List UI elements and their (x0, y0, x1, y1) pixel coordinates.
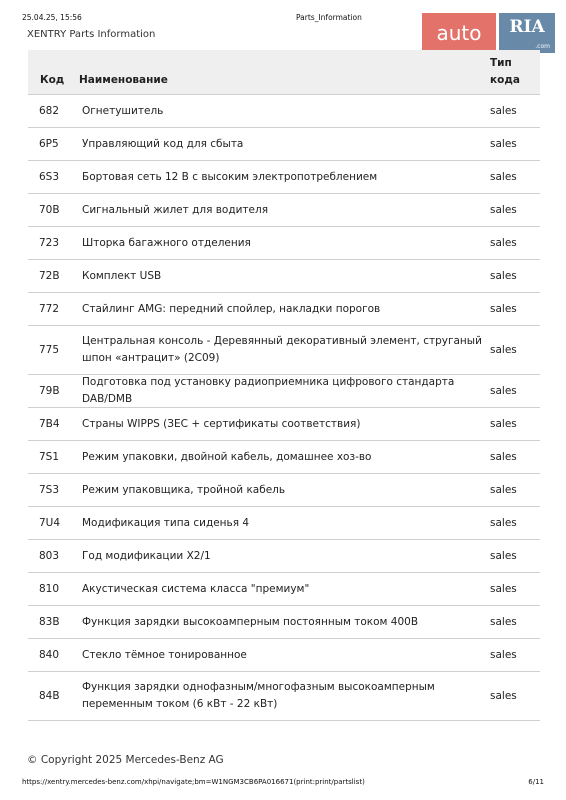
cell-code: 7U4 (39, 517, 61, 529)
cell-code: 6S3 (39, 171, 60, 183)
cell-name: Шторка багажного отделения (82, 236, 251, 249)
table-row (28, 95, 540, 128)
cell-code: 7S1 (39, 451, 60, 463)
cell-code: 72B (39, 270, 60, 282)
cell-code: 772 (39, 303, 60, 315)
cell-type: sales (490, 344, 517, 356)
cell-code: 723 (39, 237, 60, 249)
table-row (28, 408, 540, 441)
watermark-ria-sub: .com (535, 43, 550, 50)
cell-type: sales (490, 270, 517, 282)
cell-name: Функция зарядки однофазным/многофазным высокоамперным переменным током (6 кВт - 22 кВт) (82, 681, 435, 710)
cell-name: Сигнальный жилет для водителя (82, 203, 269, 216)
cell-name: Режим упаковщика, тройной кабель (82, 483, 286, 496)
table-row (28, 474, 540, 507)
cell-name: Стекло тёмное тонированное (82, 648, 247, 661)
cell-type: sales (490, 171, 517, 183)
cell-name: Комплект USB (82, 269, 162, 282)
cell-code: 7B4 (39, 418, 60, 430)
table-row (28, 441, 540, 474)
column-header-type: Тип кода (490, 57, 520, 86)
cell-type: sales (490, 204, 517, 216)
cell-type: sales (490, 138, 517, 150)
watermark-ria (499, 13, 555, 53)
app-title: XENTRY Parts Information (27, 29, 156, 40)
cell-type: sales (490, 385, 517, 397)
table-row (28, 194, 540, 227)
table-row (28, 260, 540, 293)
cell-name: Модификация типа сиденья 4 (82, 516, 250, 529)
cell-code: 840 (39, 649, 60, 661)
table-row (28, 507, 540, 540)
table-row (28, 128, 540, 161)
table-header (28, 50, 540, 95)
cell-name: Огнетушитель (82, 104, 164, 117)
cell-name: Стайлинг AMG: передний спойлер, накладки порогов (82, 302, 381, 315)
table-row (28, 326, 540, 375)
page-number: 6/11 (528, 778, 544, 786)
cell-code: 775 (39, 344, 60, 356)
table-row (28, 573, 540, 606)
cell-type: sales (490, 517, 517, 529)
print-page-title: Parts_Information (296, 13, 362, 22)
cell-name: Управляющий код для сбыта (82, 137, 244, 150)
cell-code: 682 (39, 105, 60, 117)
cell-name: Год модификации X2/1 (82, 549, 211, 562)
parts-table (28, 50, 540, 721)
table-row (28, 606, 540, 639)
cell-name: Режим упаковки, двойной кабель, домашнее хоз-во (82, 450, 372, 463)
watermark-ria-text: RIA (509, 17, 545, 37)
cell-type: sales (490, 237, 517, 249)
cell-code: 70B (39, 204, 60, 216)
cell-name: Подготовка под установку радиоприемника цифрового стандарта DAB/DMB (82, 376, 455, 405)
watermark-auto: auto (422, 13, 496, 53)
table-row (28, 540, 540, 573)
table-row (28, 293, 540, 326)
cell-type: sales (490, 105, 517, 117)
cell-code: 7S3 (39, 484, 60, 496)
table-row (28, 161, 540, 194)
cell-type: sales (490, 583, 517, 595)
cell-code: 84B (39, 690, 60, 702)
cell-name: Функция зарядки высокоамперным постоянным током 400В (82, 615, 419, 628)
cell-type: sales (490, 418, 517, 430)
table-row (28, 227, 540, 260)
cell-code: 6P5 (39, 138, 59, 150)
cell-type: sales (490, 484, 517, 496)
copyright: © Copyright 2025 Mercedes-Benz AG (27, 754, 224, 766)
cell-code: 803 (39, 550, 60, 562)
cell-code: 83B (39, 616, 60, 628)
cell-type: sales (490, 303, 517, 315)
table-body (28, 95, 540, 721)
table-row (28, 375, 540, 408)
cell-name: Акустическая система класса "премиум" (82, 582, 310, 595)
column-header-name: Наименование (79, 74, 168, 86)
cell-name: Бортовая сеть 12 В с высоким электропотреблением (82, 170, 378, 183)
print-datetime: 25.04.25, 15:56 (22, 13, 82, 22)
cell-type: sales (490, 690, 517, 702)
cell-type: sales (490, 550, 517, 562)
cell-name: Центральная консоль - Деревянный декоративный элемент, струганый шпон «антрацит» (2C09) (82, 335, 482, 364)
cell-code: 79B (39, 385, 60, 397)
footer-url: https://xentry.mercedes-benz.com/xhpi/navigate;bm=W1NGM3CB6PA016671(print:print/partslist) (22, 778, 365, 786)
column-header-code: Код (40, 74, 65, 86)
cell-type: sales (490, 616, 517, 628)
table-row (28, 639, 540, 672)
cell-type: sales (490, 649, 517, 661)
table-row (28, 672, 540, 721)
cell-code: 810 (39, 583, 60, 595)
cell-name: Страны WIPPS (ЗЕС + сертификаты соответствия) (82, 417, 361, 430)
cell-type: sales (490, 451, 517, 463)
